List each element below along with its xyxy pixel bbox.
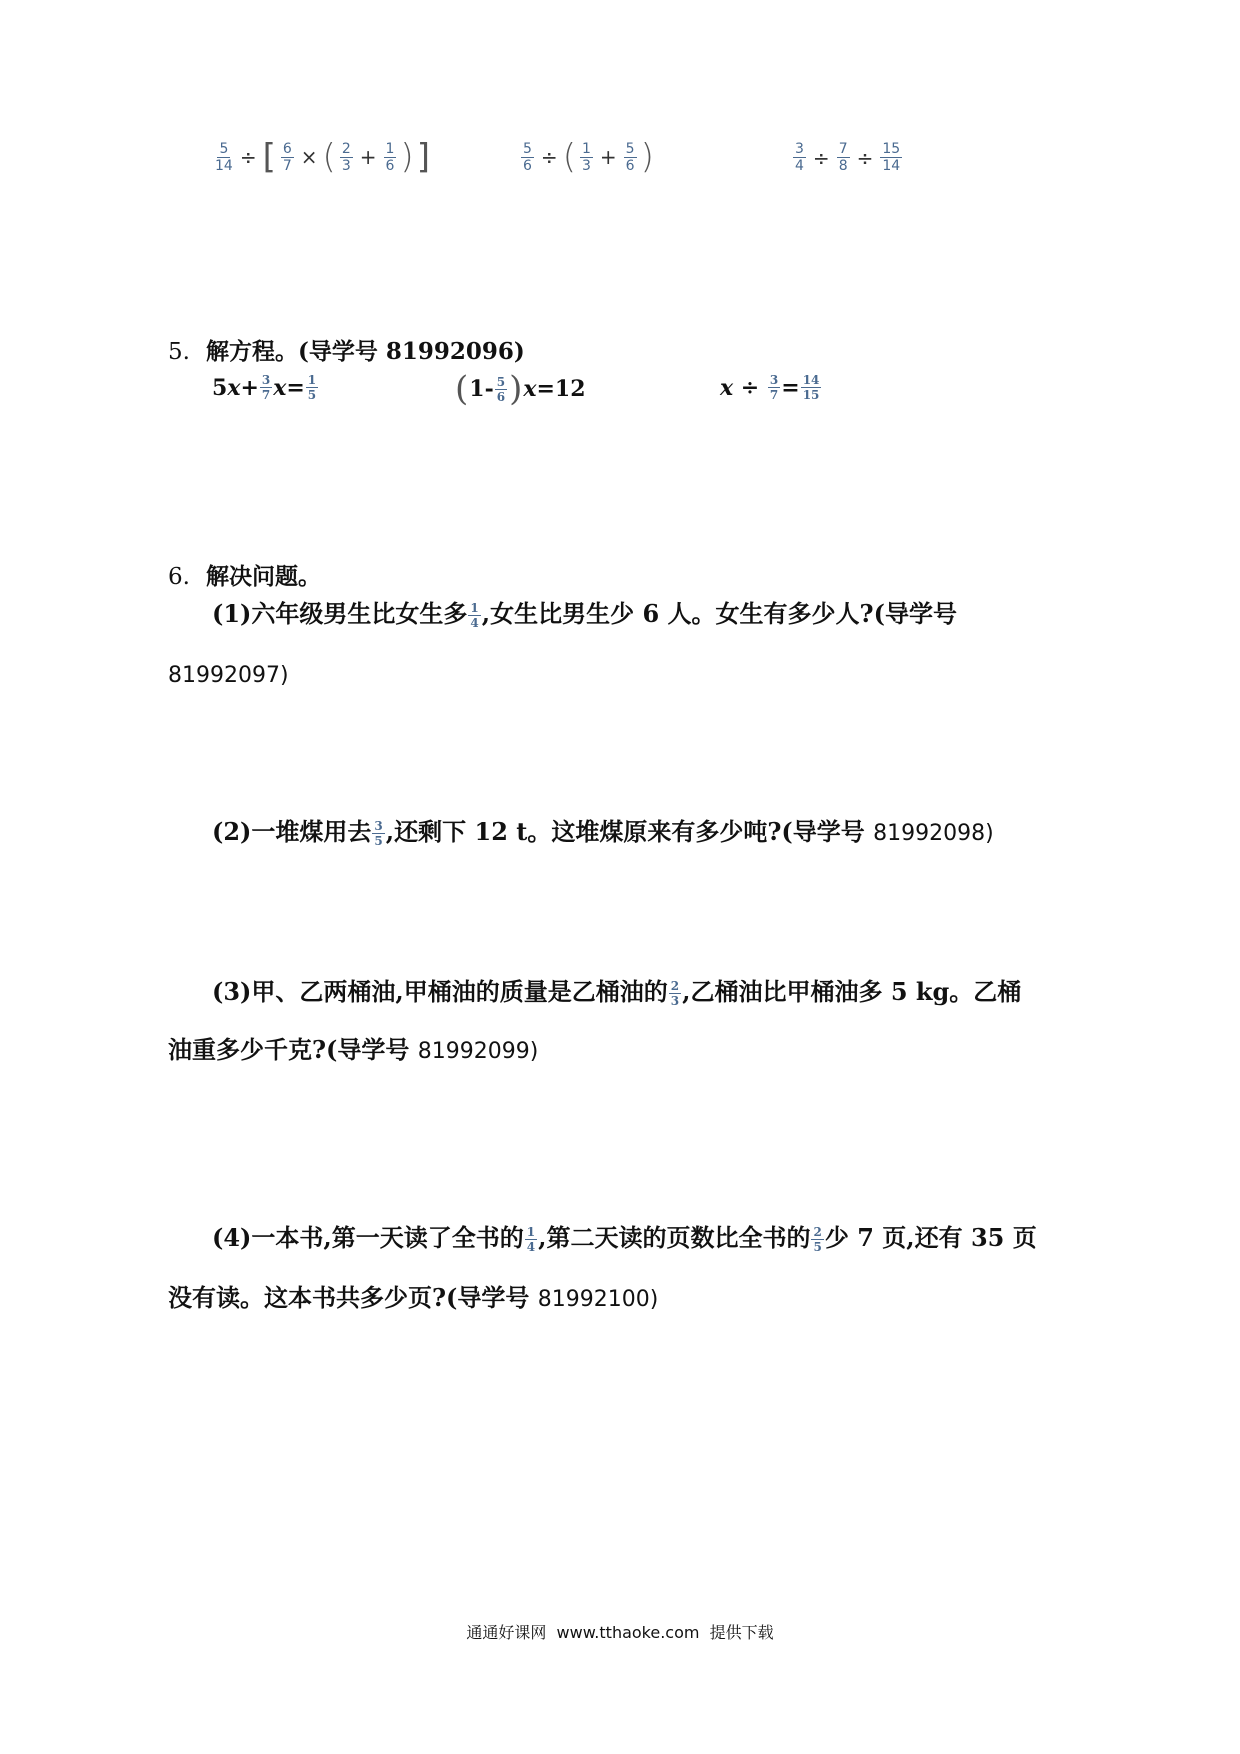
- calc-expression-2: $\frac{5}{6}$ ÷ ( $\frac{1}{3}$ + $\frac{5}{6}$ ): [523, 137, 654, 177]
- problem-4-line-2: 没有读。这本书共多少页?(导学号 81992100): [168, 1283, 659, 1312]
- fraction: $\frac{1}{3}$: [581, 140, 591, 174]
- problem-3-line-2: 油重多少千克?(导学号 81992099): [168, 1035, 539, 1064]
- fraction: $\frac{3}{7}$: [769, 373, 779, 402]
- problem-1-code: 81992097): [168, 663, 289, 688]
- left-paren: (: [562, 137, 576, 177]
- fraction: $\frac{14}{15}$: [802, 373, 820, 402]
- equation-1: 5 x + $\frac{3}{7}$ x = $\frac{1}{5}$: [212, 373, 317, 402]
- fraction: $\frac{5}{6}$: [496, 374, 506, 404]
- calc-expression-3: $\frac{3}{4}$ ÷ $\frac{7}{8}$ ÷ $\frac{15}{14}$: [795, 141, 901, 174]
- right-paren: ): [640, 137, 654, 177]
- fraction: $\frac{15}{14}$: [882, 141, 901, 174]
- right-paren: ): [509, 369, 523, 409]
- fraction: $\frac{1}{6}$: [385, 140, 395, 174]
- fraction: $\frac{1}{4}$: [526, 1225, 536, 1254]
- fraction: $\frac{2}{3}$: [670, 979, 680, 1008]
- problem-3: (3)甲、乙两桶油,甲桶油的质量是乙桶油的 $\frac{2}{3}$ ,乙桶油比甲桶油多 5 kg。乙桶: [212, 977, 1022, 1008]
- question-6-heading: 6. 解决问题。: [168, 563, 321, 590]
- right-paren: ): [400, 137, 414, 177]
- fraction: $\frac{1}{4}$: [470, 601, 479, 630]
- equation-2: ( 1- $\frac{5}{6}$ ) x =12: [455, 369, 586, 409]
- problem-1: (1)六年级男生比女生多 $\frac{1}{4}$ ,女生比男生少 6 人。女生有多少人?(导学号: [212, 599, 957, 630]
- fraction: $\frac{5}{6}$: [523, 140, 532, 174]
- equation-3: x ÷ $\frac{3}{7}$ = $\frac{14}{15}$: [720, 373, 820, 402]
- footer-credit: 通通好课网 www.tthaoke.com 提供下载: [466, 1623, 774, 1642]
- fraction: $\frac{1}{5}$: [307, 373, 317, 402]
- question-5-heading: 5. 解方程。(导学号 81992096): [168, 338, 525, 365]
- left-paren: (: [455, 369, 469, 409]
- fraction: $\frac{5}{6}$: [625, 140, 635, 174]
- left-paren: (: [322, 137, 336, 177]
- fraction: $\frac{2}{5}$: [813, 1225, 822, 1254]
- problem-2: (2)一堆煤用去 $\frac{3}{5}$ ,还剩下 12 t。这堆煤原来有多少吨?(导学号 81992098): [212, 817, 994, 848]
- right-bracket: ]: [416, 137, 430, 177]
- fraction: $\frac{3}{7}$: [261, 373, 271, 402]
- fraction: $\frac{6}{7}$: [282, 140, 292, 174]
- fraction: $\frac{3}{4}$: [795, 141, 804, 174]
- fraction: $\frac{2}{3}$: [341, 140, 351, 174]
- fraction: $\frac{7}{8}$: [838, 141, 848, 174]
- fraction: $\frac{5}{14}$: [215, 140, 233, 174]
- calc-expression-1: $\frac{5}{14}$ ÷ [ $\frac{6}{7}$ × ( $\frac{2}{3}$ + $\frac{1}{6}$ ) ]: [215, 137, 430, 177]
- problem-4: (4)一本书,第一天读了全书的 $\frac{1}{4}$ ,第二天读的页数比全书的 $\frac{2}{5}$ 少 7 页,还有 35 页: [212, 1223, 1037, 1254]
- fraction: $\frac{3}{5}$: [374, 819, 383, 848]
- left-bracket: [: [262, 137, 276, 177]
